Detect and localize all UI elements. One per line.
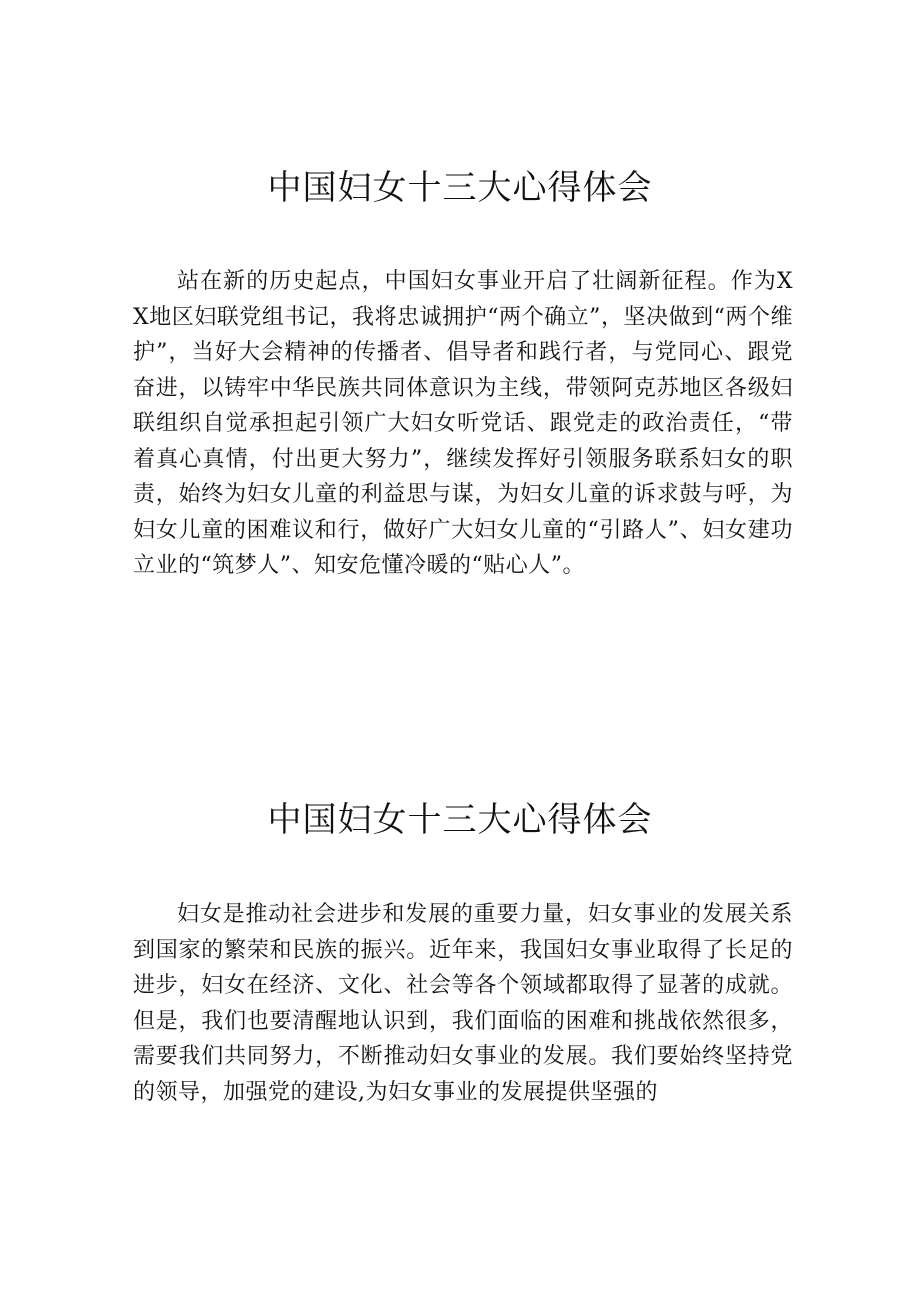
section-title-2: 中国妇女十三大心得体会 xyxy=(267,800,653,840)
section-title-1: 中国妇女十三大心得体会 xyxy=(267,168,653,208)
section-paragraph-2: 妇女是推动社会进步和发展的重要力量，妇女事业的发展关系到国家的繁荣和民族的振兴。近年来，我国妇女事业取得了长足的进步，妇女在经济、文化、社会等各个领域都取得了显著的成就。但是，我们也要清醒地认识到，我们面临的困难和挑战依然很多，需要我们共同努力，不断推动妇女事业的发展。我们要始终坚持党的领导，加强党的建设,为妇女事业的发展提供坚强的 xyxy=(133,902,793,1105)
section-paragraph-1: 站在新的历史起点，中国妇女事业开启了壮阔新征程。作为XX地区妇联党组书记，我将忠诚拥护“两个确立”，坚决做到“两个维护”，当好大会精神的传播者、倡导者和践行者，与党同心、跟党奋进，以铸牢中华民族共同体意识为主线，带领阿克苏地区各级妇联组织自觉承担起引领广大妇女听党话、跟党走的政治责任，“带着真心真情，付出更大努力”，继续发挥好引领服务联系妇女的职责，始终为妇女儿童的利益思与谋，为妇女儿童的诉求鼓与呼，为妇女儿童的困难议和行，做好广大妇女儿童的“引路人”、妇女建功立业的“筑梦人”、知安危懂冷暖的“贴心人”。 xyxy=(133,269,793,578)
